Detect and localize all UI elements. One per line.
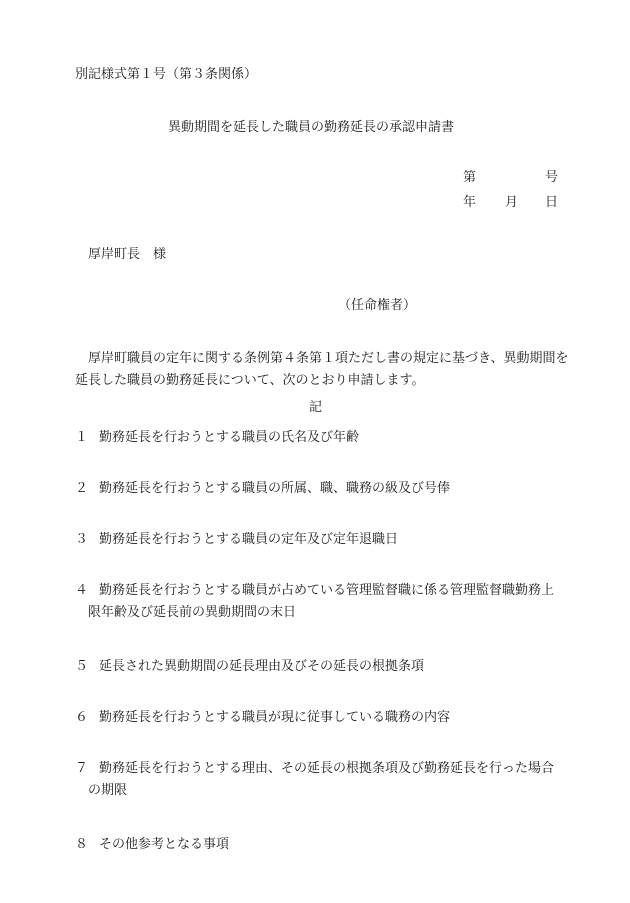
item-number: ７	[75, 761, 89, 776]
date-day: 日	[545, 195, 559, 210]
item-number: ６	[75, 710, 89, 725]
number-prefix: 第	[463, 170, 477, 185]
list-item	[75, 580, 580, 624]
page-title: 異動期間を延長した職員の勤務延長の承認申請書	[168, 120, 455, 135]
list-item	[75, 656, 580, 678]
body-paragraph: 厚岸町職員の定年に関する条例第４条第１項ただし書の規定に基づき、異動期間を延長した職員の勤務延長について、次のとおり申請します。	[75, 351, 569, 388]
item-number: ８	[75, 837, 89, 852]
list-item	[75, 834, 580, 856]
addressee: 厚岸町長 様	[88, 247, 167, 262]
item-text: 勤務延長を行おうとする理由、その延長の根拠条項及び勤務延長を行った場合	[99, 761, 555, 776]
item-text: 勤務延長を行おうとする職員が占めている管理監督職に係る管理監督職勤務上	[99, 583, 555, 598]
item-text: 勤務延長を行おうとする職員の定年及び定年退職日	[99, 532, 399, 547]
item-text: 延長された異動期間の延長理由及びその延長の根拠条項	[99, 659, 425, 674]
item-number: ４	[75, 583, 89, 598]
number-suffix: 号	[545, 170, 559, 185]
form-label: 別記様式第１号（第３条関係）	[75, 67, 258, 82]
list-item	[75, 529, 580, 551]
item-text-continuation: 限年齢及び延長前の異動期間の末日	[88, 605, 297, 620]
date-month: 月	[505, 195, 519, 210]
item-text: 勤務延長を行おうとする職員が現に従事している職務の内容	[99, 710, 451, 725]
list-item	[75, 707, 580, 729]
item-number: ５	[75, 659, 89, 674]
item-text-continuation: の期限	[88, 783, 128, 798]
item-text: 勤務延長を行おうとする職員の氏名及び年齢	[99, 430, 360, 445]
list-item	[75, 427, 580, 449]
item-number: ２	[75, 481, 89, 496]
list-item	[75, 478, 580, 500]
item-number: ３	[75, 532, 89, 547]
date-year: 年	[463, 195, 477, 210]
item-number: １	[75, 430, 89, 445]
item-text: 勤務延長を行おうとする職員の所属、職、職務の級及び号俸	[99, 481, 451, 496]
appointer-label: （任命権者）	[338, 298, 417, 313]
ki-heading: 記	[309, 400, 323, 415]
list-item	[75, 758, 580, 802]
item-text: その他参考となる事項	[99, 837, 230, 852]
